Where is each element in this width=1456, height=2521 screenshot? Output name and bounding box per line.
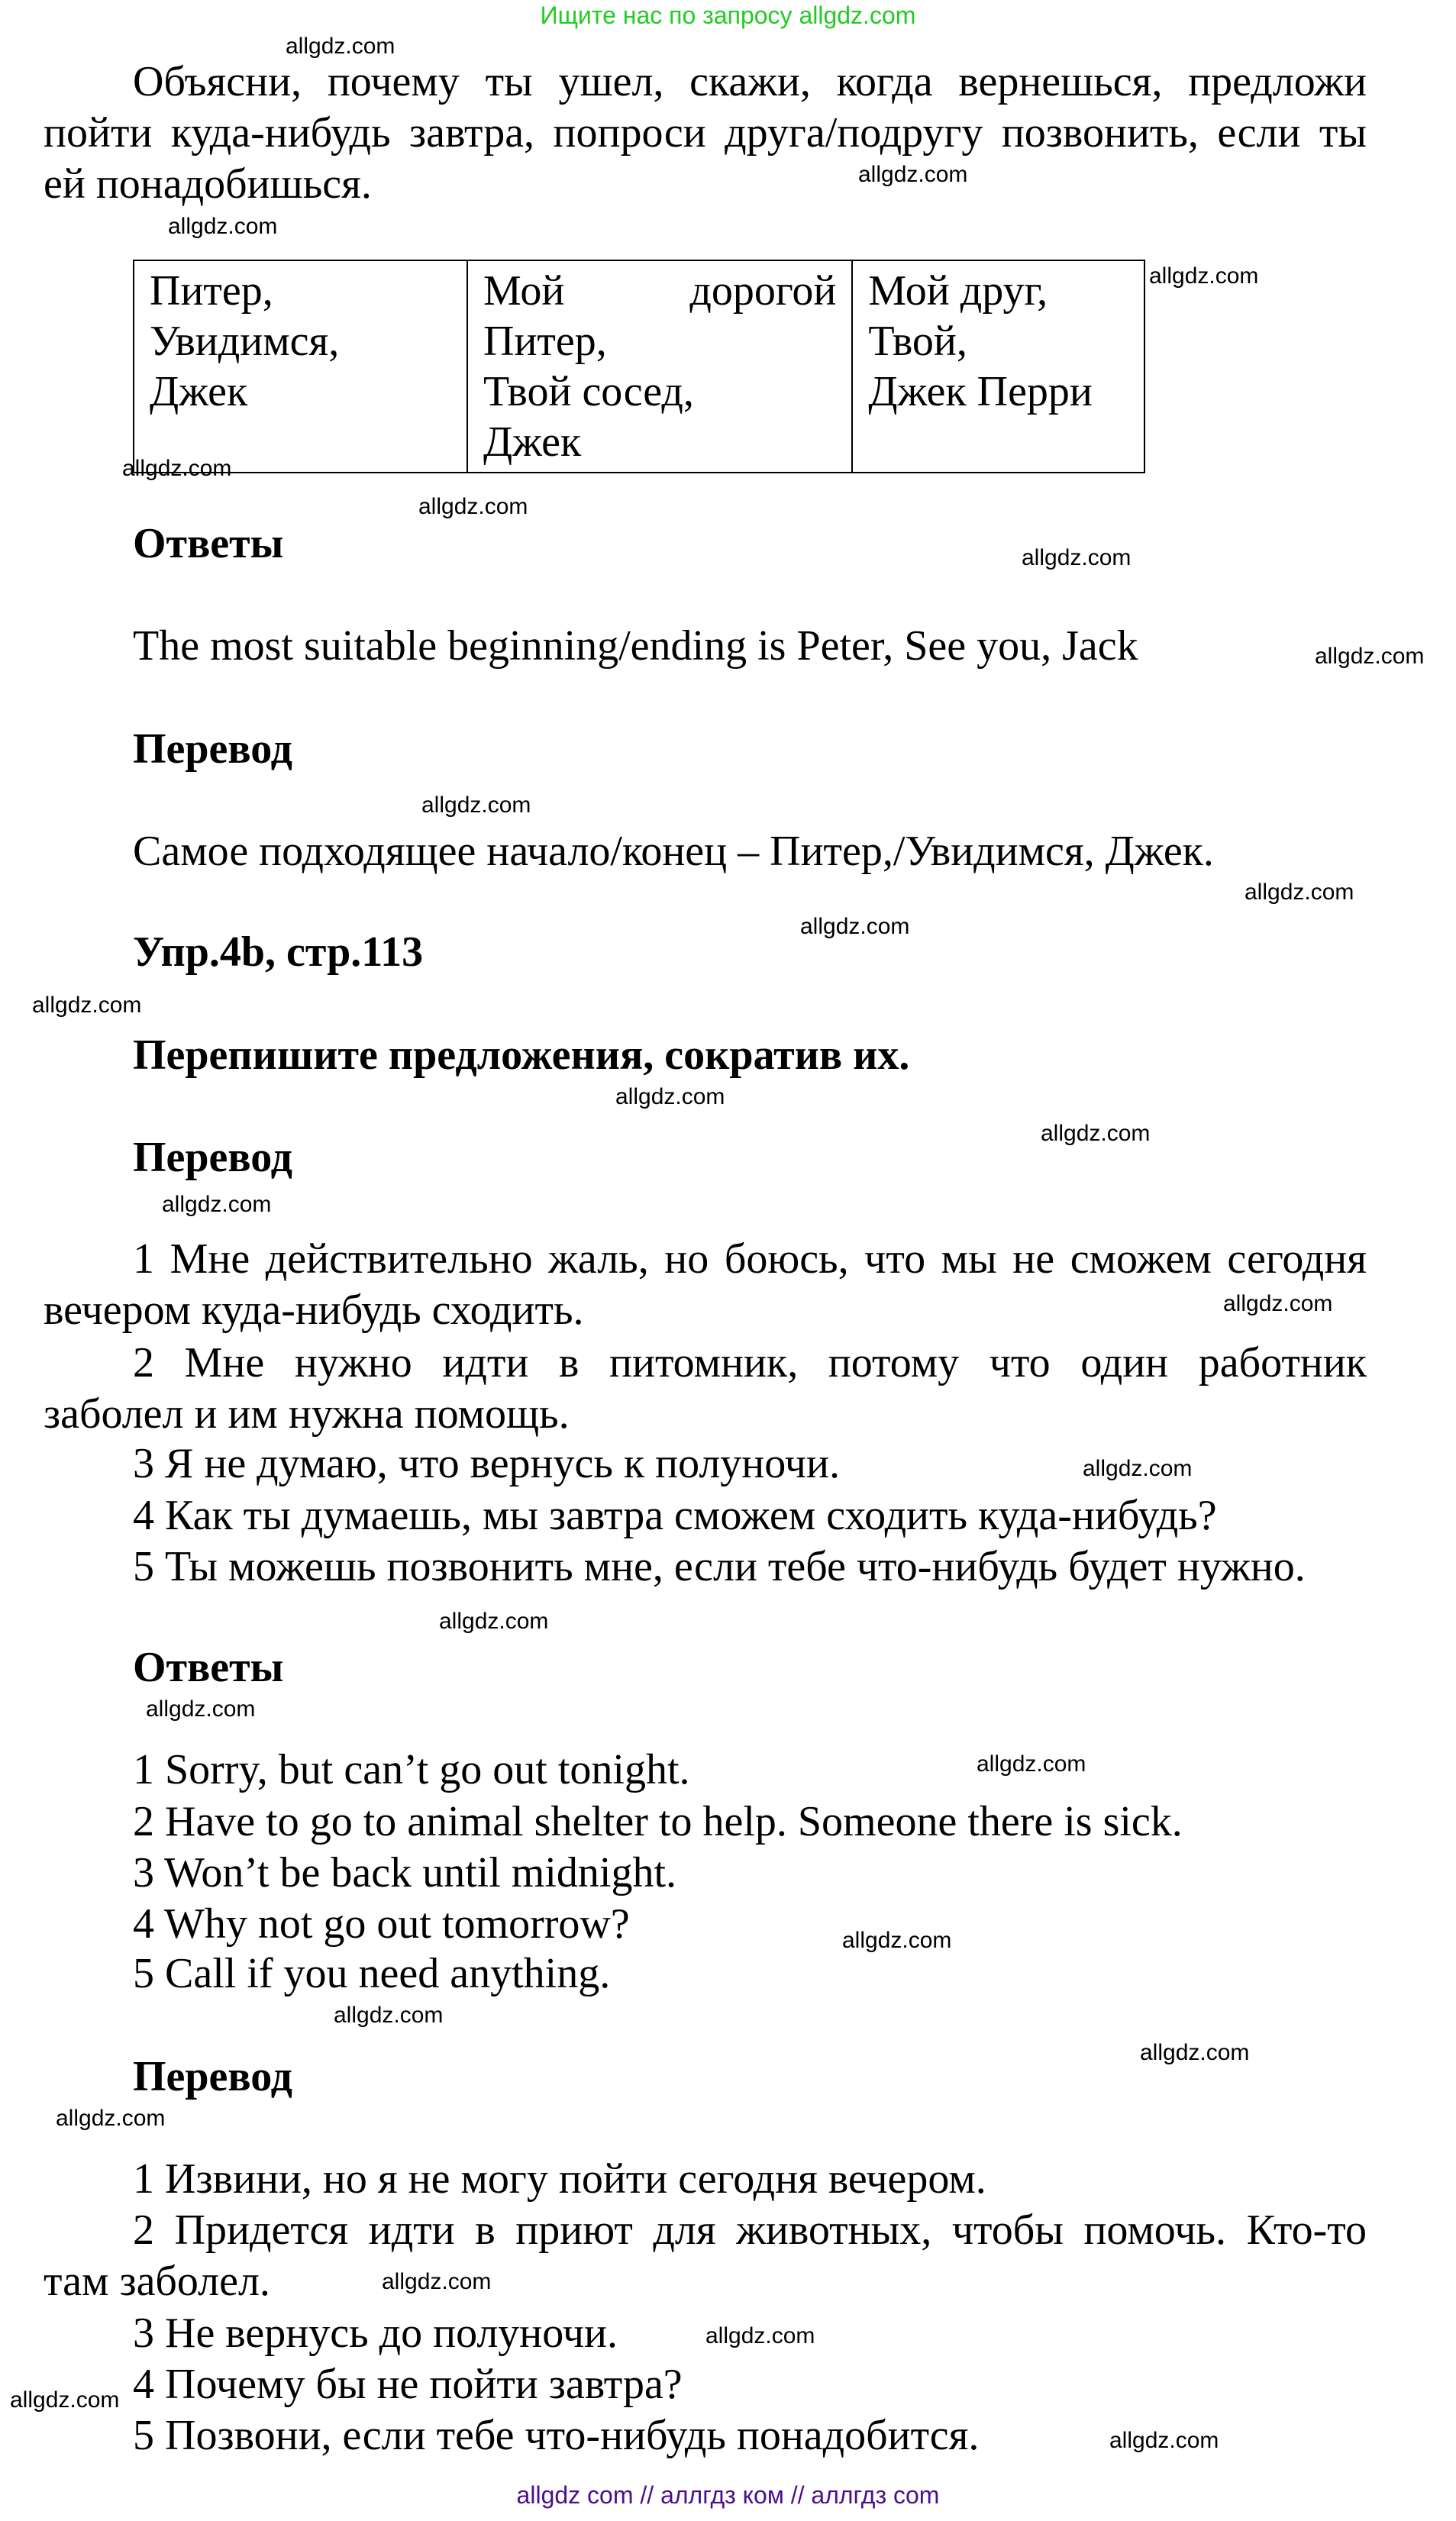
translation-line: 4 Почему бы не пойти завтра?: [133, 2361, 683, 2408]
exercise-title: Упр.4b, стр.113: [133, 928, 424, 976]
cell-line: Джек: [483, 418, 582, 466]
translation-line: заболел и им нужна помощь.: [44, 1390, 570, 1438]
watermark: allgdz.com: [705, 2323, 815, 2348]
translation-line: 1 Мне действительно жаль, но боюсь, что мы не сможем сегодня: [133, 1235, 1367, 1283]
translation-line: 5 Позвони, если тебе что-нибудь понадобится.: [133, 2412, 980, 2459]
watermark: allgdz.com: [10, 2387, 120, 2413]
watermark: allgdz.com: [162, 1192, 272, 1217]
translation-line: 5 Ты можешь позвонить мне, если тебе что-нибудь будет нужно.: [133, 1543, 1306, 1590]
paragraph-line: ей понадобишься.: [44, 160, 372, 208]
section-heading: Перевод: [133, 1134, 292, 1181]
translation-line: 3 Не вернусь до полуночи.: [133, 2310, 618, 2357]
section-heading: Ответы: [133, 520, 284, 567]
watermark: allgdz.com: [977, 1751, 1086, 1777]
paragraph-line: пойти куда-нибудь завтра, попроси друга/подругу позвонить, если ты: [44, 109, 1367, 157]
watermark: allgdz.com: [1083, 1456, 1193, 1481]
watermark: allgdz.com: [382, 2269, 492, 2294]
watermark: allgdz.com: [800, 914, 910, 939]
watermark: allgdz.com: [1223, 1291, 1333, 1316]
watermark: allgdz.com: [1245, 880, 1354, 905]
translation-line: 2 Мне нужно идти в питомник, потому что один работник: [133, 1339, 1367, 1386]
watermark: allgdz.com: [1315, 644, 1425, 669]
watermark: allgdz.com: [421, 792, 531, 818]
watermark: allgdz.com: [56, 2106, 166, 2131]
watermark: allgdz.com: [286, 34, 395, 59]
answer-text: The most suitable beginning/ending is Peter, See you, Jack: [133, 622, 1138, 670]
watermark: allgdz.com: [1149, 263, 1259, 289]
section-heading: Ответы: [133, 1644, 284, 1691]
watermark: allgdz.com: [439, 1609, 549, 1634]
translation-line: 4 Как ты думаешь, мы завтра сможем сходить куда-нибудь?: [133, 1492, 1217, 1539]
cell-line: Джек Перри: [868, 368, 1093, 415]
answer-line: 4 Why not go out tomorrow?: [133, 1900, 630, 1948]
watermark: allgdz.com: [32, 993, 142, 1018]
cell-line: Твой сосед,: [483, 368, 694, 415]
search-banner[interactable]: Ищите нас по запросу allgdz.com: [540, 2, 916, 29]
watermark: allgdz.com: [168, 214, 278, 239]
translation-line: 3 Я не думаю, что вернусь к полуночи.: [133, 1440, 840, 1487]
footer-links[interactable]: allgdz com // аллгдз ком // аллгдз com: [516, 2481, 940, 2509]
exercise-task: Перепишите предложения, сократив их.: [133, 1031, 910, 1079]
watermark: allgdz.com: [842, 1928, 952, 1953]
translation-line: там заболел.: [44, 2258, 270, 2305]
section-heading: Перевод: [133, 725, 292, 773]
watermark: allgdz.com: [1109, 2428, 1219, 2453]
translation-line: 1 Извини, но я не могу пойти сегодня вечером.: [133, 2155, 986, 2203]
section-heading: Перевод: [133, 2053, 292, 2100]
watermark: allgdz.com: [1041, 1121, 1151, 1146]
cell-line: Питер,: [483, 318, 607, 365]
watermark: allgdz.com: [1140, 2040, 1250, 2065]
watermark: allgdz.com: [122, 456, 232, 481]
watermark: allgdz.com: [858, 162, 968, 187]
cell-line: Увидимся,: [150, 318, 340, 365]
answer-line: 5 Call if you need anything.: [133, 1950, 611, 1997]
watermark: allgdz.com: [615, 1084, 725, 1109]
translation-line: вечером куда-нибудь сходить.: [44, 1286, 584, 1334]
table-cell: [134, 260, 467, 473]
watermark: allgdz.com: [146, 1696, 256, 1722]
watermark: allgdz.com: [334, 2003, 444, 2028]
cell-line: Джек: [150, 368, 248, 415]
cell-line: Твой,: [868, 318, 967, 365]
translation-text: Самое подходящее начало/конец – Питер,/Увидимся, Джек.: [133, 828, 1214, 875]
answer-line: 2 Have to go to animal shelter to help. Someone there is sick.: [133, 1798, 1183, 1845]
watermark: allgdz.com: [418, 494, 528, 519]
answer-line: 3 Won’t be back until midnight.: [133, 1849, 677, 1896]
answer-line: 1 Sorry, but can’t go out tonight.: [133, 1746, 690, 1793]
cell-line: Мой друг,: [868, 267, 1048, 315]
cell-line: Мой дорогой: [483, 267, 837, 315]
watermark: allgdz.com: [1022, 545, 1132, 570]
signoff-table: [133, 260, 1145, 473]
translation-line: 2 Придется идти в приют для животных, чтобы помочь. Кто-то: [133, 2206, 1367, 2254]
table-cell: [467, 260, 852, 473]
table-cell: [852, 260, 1144, 473]
paragraph-line: Объясни, почему ты ушел, скажи, когда вернешься, предложи: [133, 58, 1367, 105]
cell-line: Питер,: [150, 267, 273, 315]
